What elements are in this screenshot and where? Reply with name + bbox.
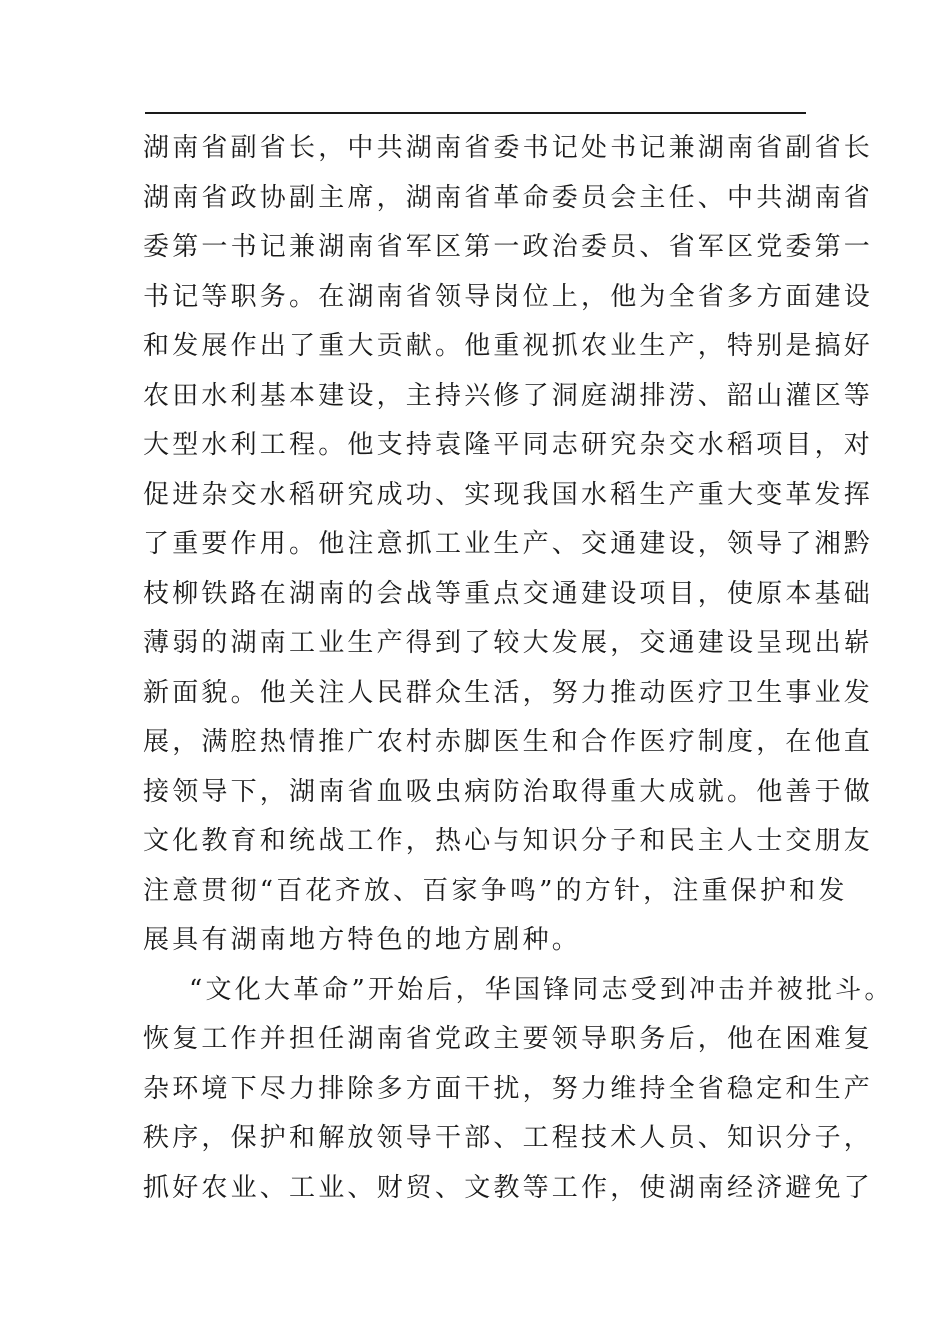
text-line: 展具有湖南地方特色的地方剧种。 [143,925,582,955]
text-line: 了重要作用。他注意抓工业生产、交通建设，领导了湘黔 [143,529,874,559]
text-line: “文化大革命”开始后，华国锋同志受到冲击并被批斗。 [189,974,894,1005]
text-line: 大型水利工程。他支持袁隆平同志研究杂交水稻项目，对 [143,430,874,460]
text-line: 薄弱的湖南工业生产得到了较大发展，交通建设呈现出崭 [143,628,874,658]
text-line: 文化教育和统战工作，热心与知识分子和民主人士交朋友 [143,826,874,856]
text-line: 展，满腔热情推广农村赤脚医生和合作医疗制度，在他直 [143,727,874,757]
paragraph-2 [143,966,894,1214]
text-line: 农田水利基本建设，主持兴修了洞庭湖排涝、韶山灌区等 [143,380,874,411]
text-line: 委第一书记兼湖南省军区第一政治委员、省军区党委第一 [143,232,874,262]
text-line: 和发展作出了重大贡献。他重视抓农业生产，特别是搞好 [143,331,874,361]
text-line: 湖南省副省长，中共湖南省委书记处书记兼湖南省副省长 [143,133,874,163]
text-line: 书记等职务。在湖南省领导岗位上，他为全省多方面建设 [143,281,874,312]
body-text [143,124,894,1213]
text-line: 促进杂交水稻研究成功、实现我国水稻生产重大变革发挥 [143,479,874,510]
paragraph-1 [143,124,874,966]
text-line: 注意贯彻“百花齐放、百家争鸣”的方针，注重保护和发 [143,875,848,906]
text-line: 枝柳铁路在湖南的会战等重点交通建设项目，使原本基础 [143,578,874,609]
text-line: 恢复工作并担任湖南省党政主要领导职务后，他在困难复 [143,1024,874,1054]
text-line: 湖南省政协副主席，湖南省革命委员会主任、中共湖南省 [143,182,874,213]
text-line: 抓好农业、工业、财贸、文教等工作，使湖南经济避免了 [143,1172,874,1203]
text-line: 新面貌。他关注人民群众生活，努力推动医疗卫生事业发 [143,677,874,708]
text-line: 接领导下，湖南省血吸虫病防治取得重大成就。他善于做 [143,776,874,807]
text-line: 秩序，保护和解放领导干部、工程技术人员、知识分子， [143,1123,874,1153]
text-line: 杂环境下尽力排除多方面干扰，努力维持全省稳定和生产 [143,1073,874,1104]
header-rule [145,112,806,114]
